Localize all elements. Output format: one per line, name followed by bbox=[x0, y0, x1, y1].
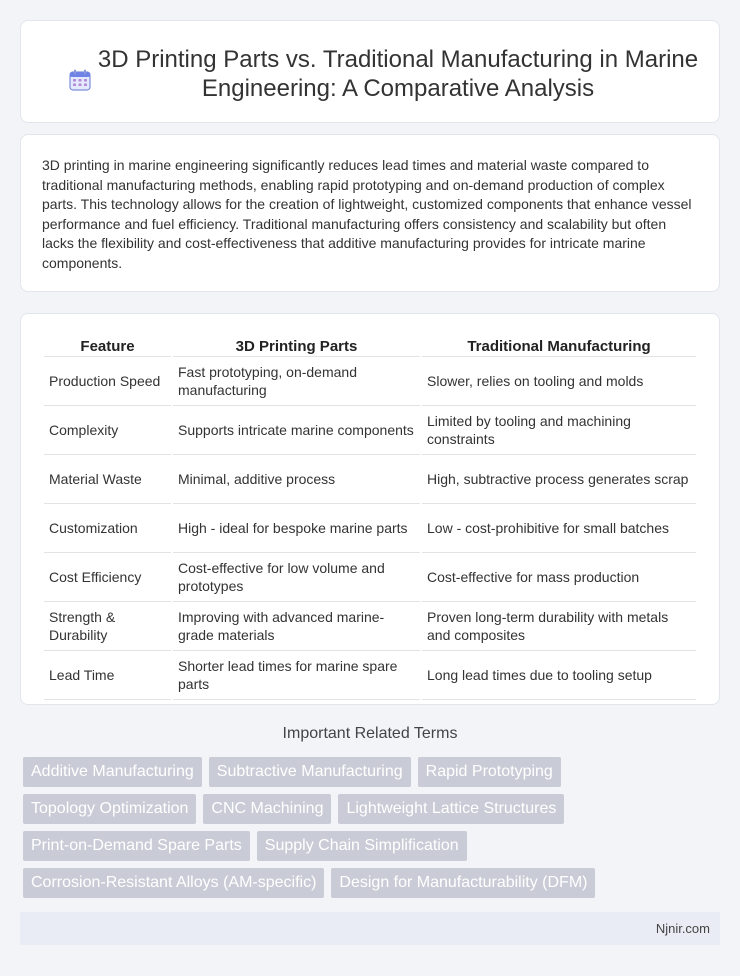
page-title: 3D Printing Parts vs. Traditional Manufacturing in Marine Engineering: A Comparative Analysis bbox=[97, 46, 699, 102]
summary-text: 3D printing in marine engineering significantly reduces lead times and material waste compared to traditional manufacturing methods, enabling rapid prototyping and on-demand production of complex parts. This technology allows for the creation of lightweight, customized components that enhance vessel performance and fuel efficiency. Traditional manufacturing offers consistency and scalability but often lacks the flexibility and cost-effectiveness that additive manufacturing provides for intricate marine components. bbox=[42, 157, 692, 271]
term-row bbox=[23, 831, 467, 861]
table-row bbox=[44, 406, 696, 455]
table-cell: Lead Time bbox=[44, 651, 171, 700]
table-cell: Cost-effective for mass production bbox=[422, 553, 696, 602]
footer bbox=[20, 912, 720, 945]
comparison-table-card bbox=[20, 313, 720, 705]
table-cell: Limited by tooling and machining constraints bbox=[422, 406, 696, 455]
table-row bbox=[44, 455, 696, 504]
table-cell: Long lead times due to tooling setup bbox=[422, 651, 696, 700]
term-tag[interactable]: Corrosion-Resistant Alloys (AM-specific) bbox=[23, 868, 324, 898]
table-cell: Shorter lead times for marine spare parts bbox=[173, 651, 420, 700]
table-row bbox=[44, 504, 696, 553]
title-card bbox=[20, 20, 720, 123]
table-cell: Production Speed bbox=[44, 357, 171, 406]
term-tag[interactable]: Topology Optimization bbox=[23, 794, 196, 824]
table-cell: Cost Efficiency bbox=[44, 553, 171, 602]
table-cell: Improving with advanced marine-grade materials bbox=[173, 602, 420, 651]
table-cell: Supports intricate marine components bbox=[173, 406, 420, 455]
table-cell: Cost-effective for low volume and prototypes bbox=[173, 553, 420, 602]
term-row bbox=[23, 794, 564, 824]
table-cell: Proven long-term durability with metals and composites bbox=[422, 602, 696, 651]
table-cell: Slower, relies on tooling and molds bbox=[422, 357, 696, 406]
term-tag[interactable]: Supply Chain Simplification bbox=[257, 831, 467, 861]
term-tag[interactable]: Additive Manufacturing bbox=[23, 757, 202, 787]
calendar-icon bbox=[68, 68, 92, 92]
table-row bbox=[44, 602, 696, 651]
term-tag[interactable]: Design for Manufacturability (DFM) bbox=[331, 868, 595, 898]
table-row bbox=[44, 553, 696, 602]
term-tag[interactable]: Print-on-Demand Spare Parts bbox=[23, 831, 250, 861]
table-cell: High, subtractive process generates scrap bbox=[422, 455, 696, 504]
term-tag[interactable]: Subtractive Manufacturing bbox=[209, 757, 411, 787]
term-row bbox=[23, 757, 561, 787]
table-cell: Customization bbox=[44, 504, 171, 553]
related-terms-heading: Important Related Terms bbox=[282, 725, 458, 742]
term-tag[interactable]: Rapid Prototyping bbox=[418, 757, 561, 787]
comparison-table bbox=[42, 335, 698, 700]
table-cell: Minimal, additive process bbox=[173, 455, 420, 504]
column-header-feature: Feature bbox=[44, 335, 171, 357]
term-row bbox=[23, 868, 595, 898]
footer-site-name[interactable]: Njnir.com bbox=[655, 921, 710, 936]
table-cell: Low - cost-prohibitive for small batches bbox=[422, 504, 696, 553]
table-header-row bbox=[44, 335, 696, 357]
term-tag[interactable]: Lightweight Lattice Structures bbox=[338, 794, 564, 824]
column-header-3d-printing: 3D Printing Parts bbox=[173, 335, 420, 357]
table-cell: High - ideal for bespoke marine parts bbox=[173, 504, 420, 553]
table-cell: Strength & Durability bbox=[44, 602, 171, 651]
summary-card bbox=[20, 134, 720, 292]
term-tag[interactable]: CNC Machining bbox=[203, 794, 331, 824]
table-cell: Material Waste bbox=[44, 455, 171, 504]
column-header-traditional: Traditional Manufacturing bbox=[422, 335, 696, 357]
table-cell: Fast prototyping, on-demand manufacturing bbox=[173, 357, 420, 406]
table-cell: Complexity bbox=[44, 406, 171, 455]
table-row bbox=[44, 357, 696, 406]
table-row bbox=[44, 651, 696, 700]
